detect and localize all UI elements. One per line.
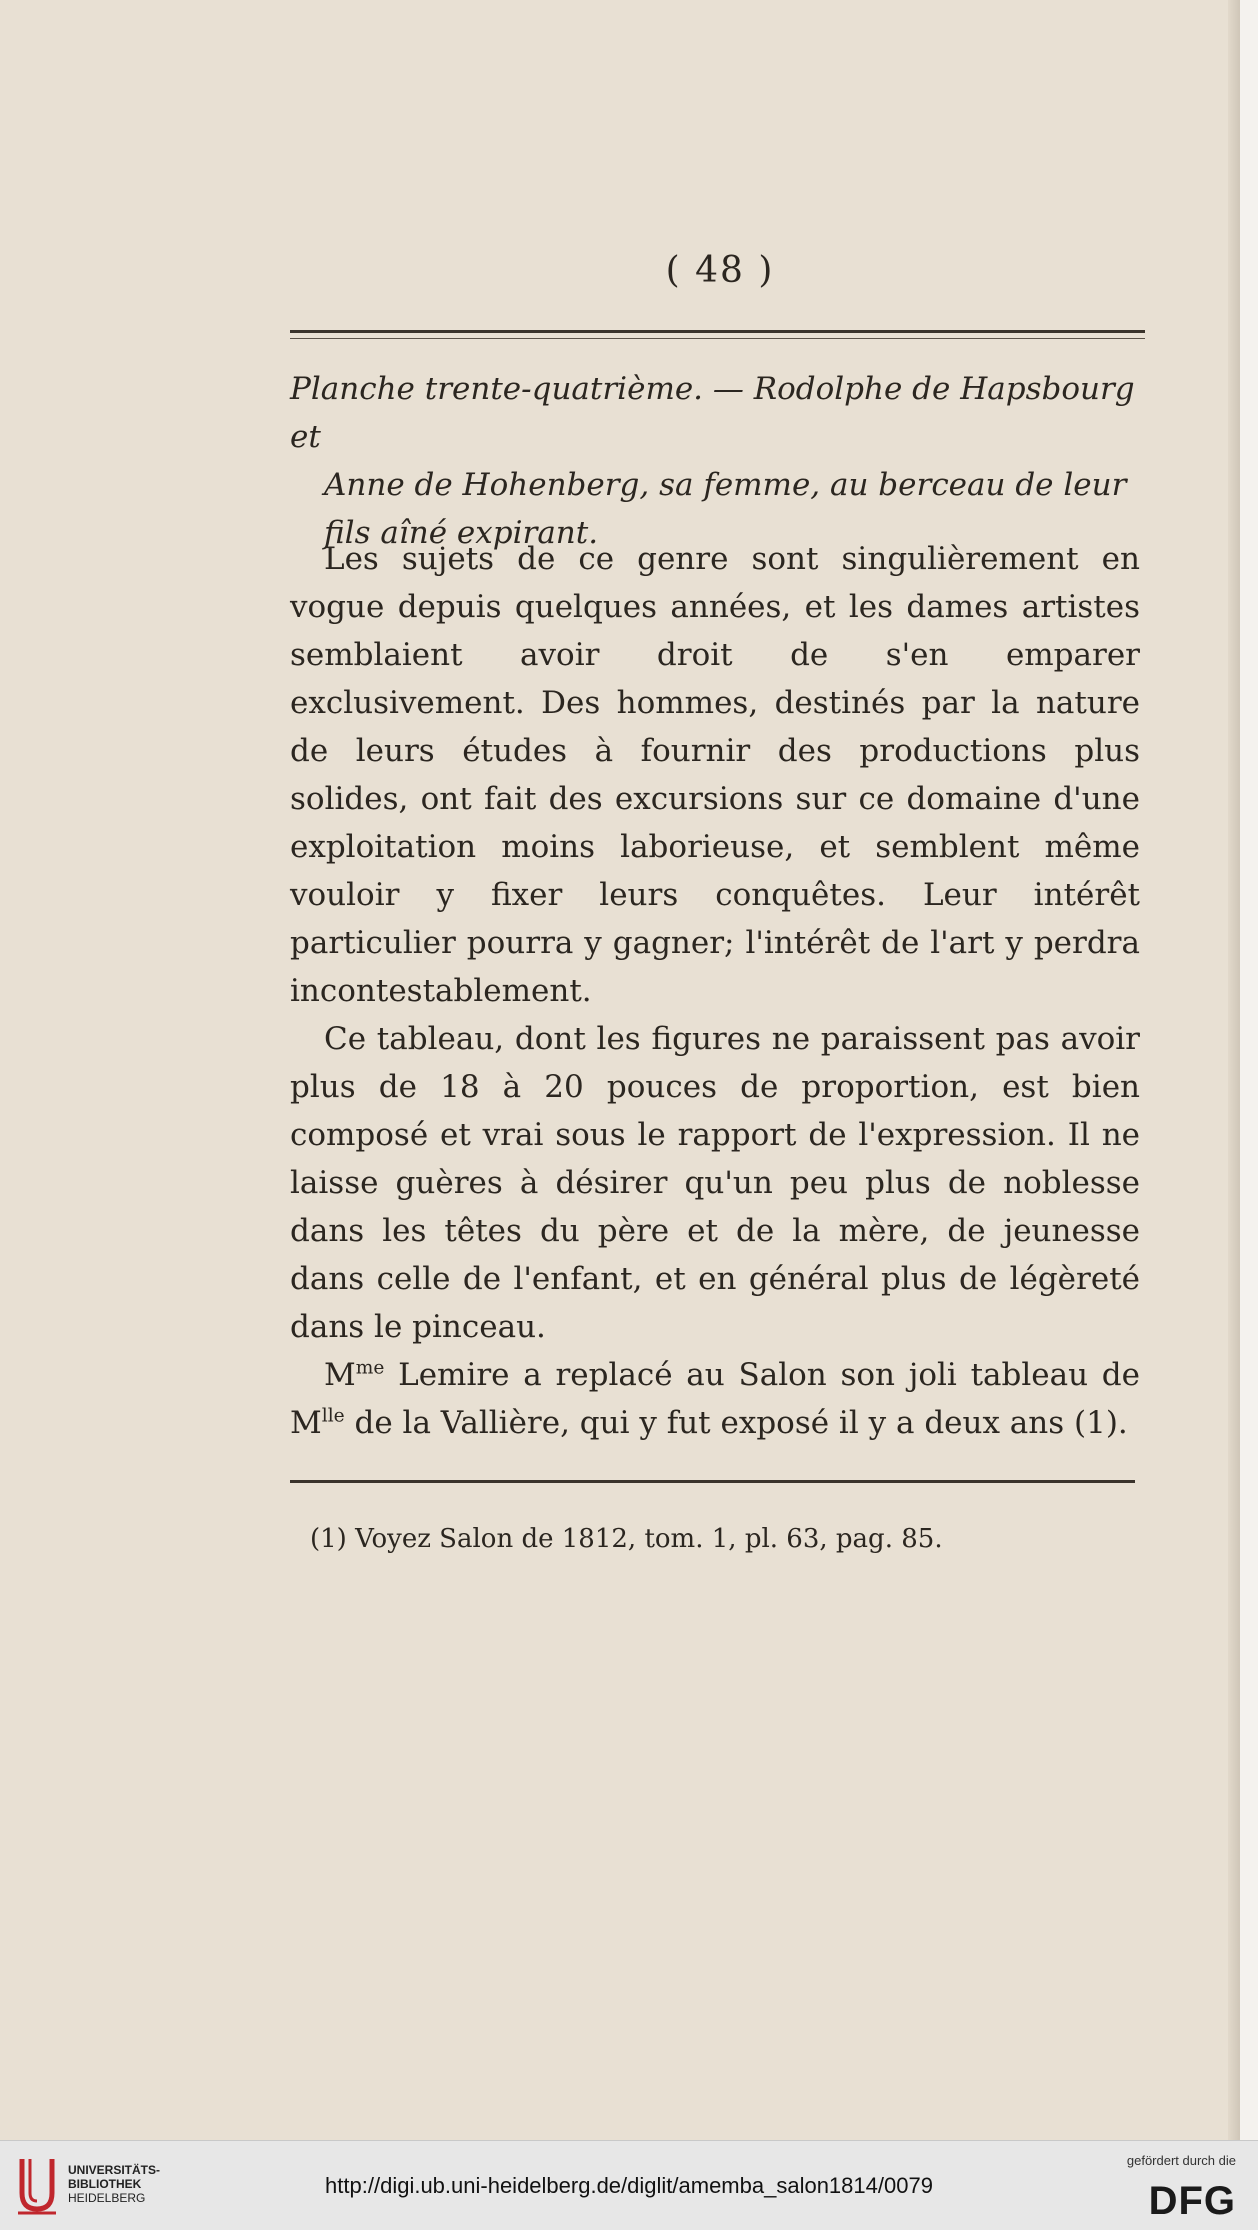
library-line: UNIVERSITÄTS- — [68, 2163, 161, 2177]
library-line: BIBLIOTHEK — [68, 2177, 142, 2191]
library-line: HEIDELBERG — [68, 2191, 146, 2205]
permalink-url[interactable]: http://digi.ub.uni-heidelberg.de/diglit/amemba_salon1814/0079 — [325, 2173, 933, 2198]
paragraph: Ce tableau, dont les figures ne paraissent pas avoir plus de 18 à 20 pouces de proportion, est bien composé et vrai sous le rapport de l'expression. Il ne laisse guères à désirer qu'un peu plus de noblesse dans les têtes du père et de la mère, de jeunesse dans celle de l'enfant, et en général plus de légèreté dans le pinceau. — [290, 1021, 1140, 1345]
dfg-logo[interactable]: DFG — [1148, 2179, 1236, 2223]
header-rule-thin — [290, 338, 1145, 339]
footnote-rule — [290, 1480, 1135, 1483]
viewer-footer — [0, 2140, 1258, 2230]
honorific-sup: me — [355, 1357, 385, 1379]
page-shadow — [1228, 0, 1240, 2140]
honorific: M — [290, 1405, 322, 1441]
paragraph: Les sujets de ce genre sont singulièrement en vogue depuis quelques années, et les dames artistes semblaient avoir droit de s'en emparer exclusivement. Des hommes, destinés par la nature de leurs études à fournir des productions plus solides, ont fait des excursions sur ce domaine d'une exploitation moins laborieuse, et semblent même vouloir y fixer leurs conquêtes. Leur intérêt particulier pourra y gagner; l'intérêt de l'art y perdra incontestablement. — [290, 541, 1140, 1009]
caption-line: fils aîné expirant. — [324, 515, 599, 551]
paragraph-text: Lemire a replacé au Salon son joli tableau de — [384, 1357, 1140, 1393]
paragraph — [290, 1351, 1140, 1447]
plate-caption — [290, 365, 1150, 557]
caption-line: Planche trente-quatrième. — Rodolphe de Hapsbourg et — [290, 371, 1135, 455]
footnote: (1) Voyez Salon de 1812, tom. 1, pl. 63, pag. 85. — [310, 1524, 943, 1554]
paragraph-text: de la Vallière, qui y fut exposé il y a deux ans (1). — [344, 1405, 1128, 1441]
page-number: ( 48 ) — [665, 250, 775, 291]
honorific: M — [324, 1357, 356, 1393]
page-edge — [1240, 0, 1258, 2140]
honorific-sup: lle — [321, 1405, 345, 1427]
header-rule — [290, 330, 1145, 333]
body-text — [290, 535, 1140, 1447]
caption-line: Anne de Hohenberg, sa femme, au berceau de leur — [324, 467, 1127, 503]
sponsor-label: gefördert durch die — [1126, 2153, 1236, 2168]
